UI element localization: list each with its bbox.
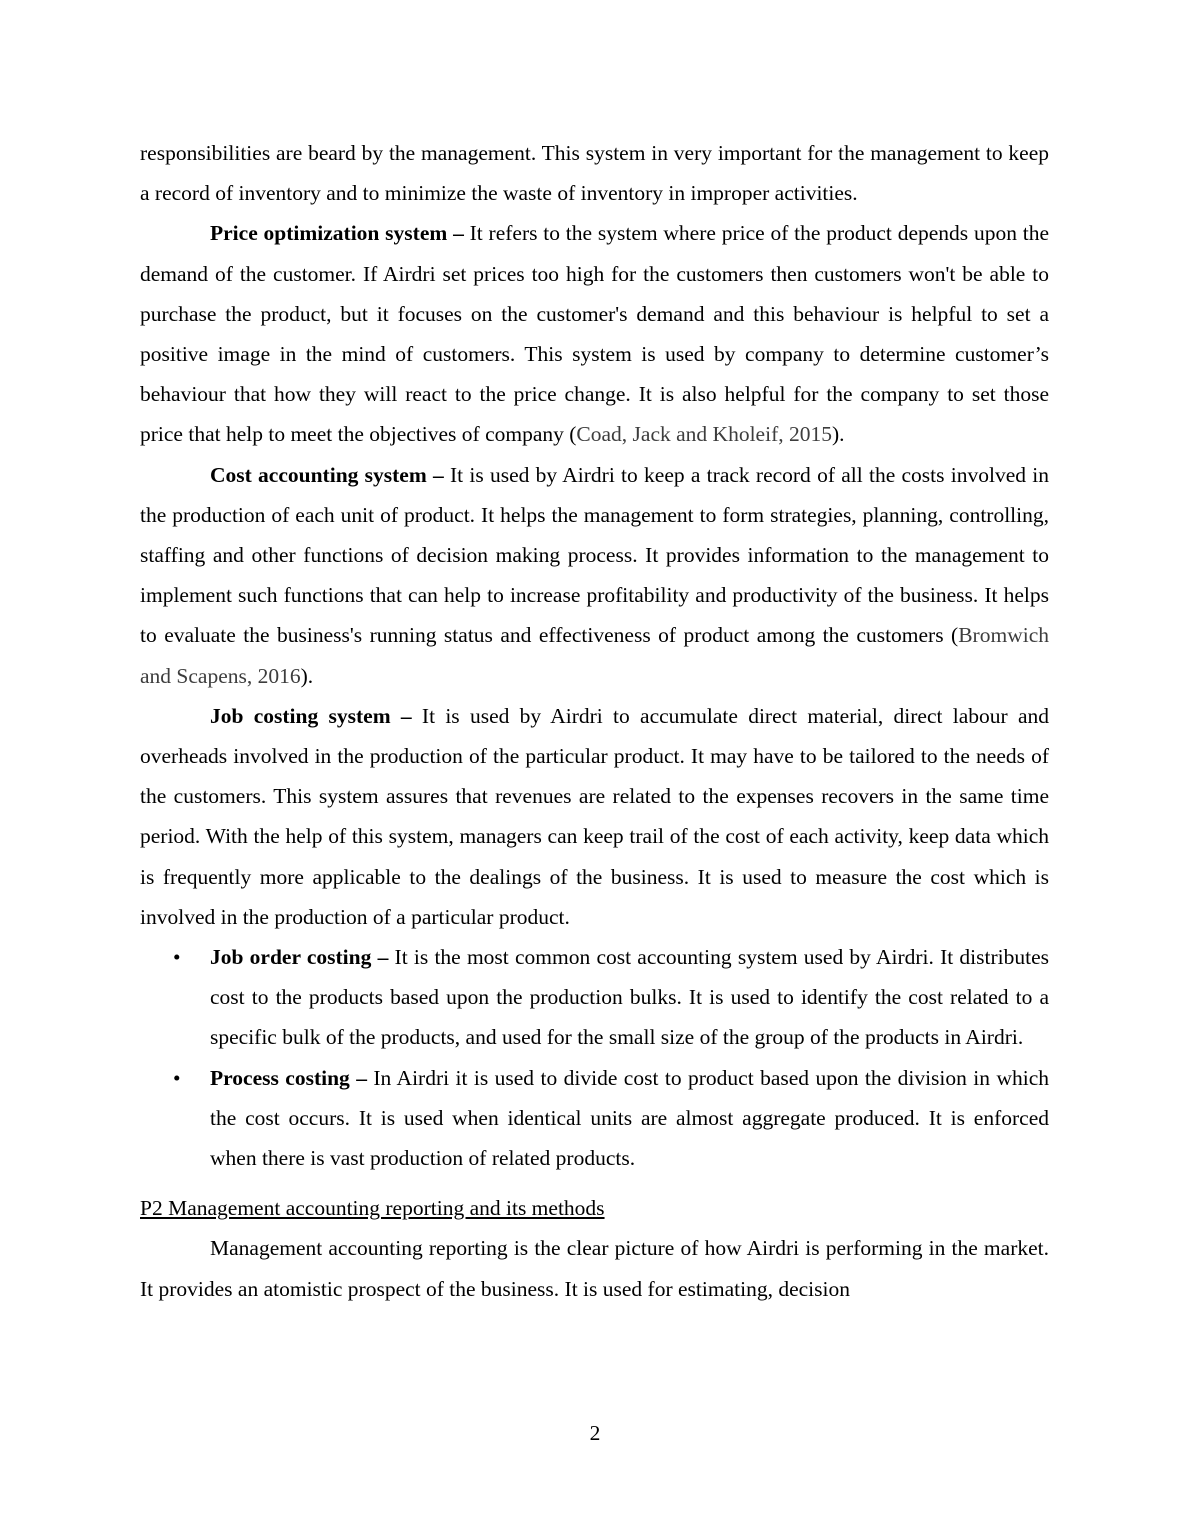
term-process-costing: Process costing – <box>210 1065 367 1090</box>
price-optimization-body: It refers to the system where price of the product depends upon the demand of the customer. If Airdri set prices too high for the customers then customers won't be able to purchase the product, but it focuses on the customer's demand and this behaviour is helpful to set a positive image in the mind of customers. This system is used by company to determine customer’s behaviour that how they will react to the price change. It is also helpful for the company to set those price that help to meet the objectives of company ( <box>140 221 1049 447</box>
citation-bromwich: Bromwich and Scapens, 2016 <box>140 623 1049 688</box>
term-job-costing: Job costing system – <box>210 703 412 728</box>
citation-close: ). <box>300 663 314 688</box>
term-price-optimization: Price optimization system – <box>210 221 464 246</box>
job-order-costing-body: It is the most common cost accounting system used by Airdri. It distributes cost to the products based upon the production bulks. It is used to identify the cost related to a specific bulk of the products, and used for the small size of the group of the products in Airdri. <box>210 945 1050 1050</box>
process-costing-body: In Airdri it is used to divide cost to product based upon the division in which the cost occurs. It is used when identical units are almost aggregate produced. It is enforced when there is vast production of related products. <box>210 1065 1050 1171</box>
section-heading-p2: P2 Management accounting reporting and its methods <box>140 1196 605 1221</box>
document-page <box>140 133 1049 1309</box>
page-number: 2 <box>589 1421 601 1445</box>
term-cost-accounting: Cost accounting system – <box>210 462 444 487</box>
citation-coad: Coad, Jack and Kholeif, 2015 <box>576 422 832 447</box>
paragraph-job-costing <box>140 696 1049 937</box>
term-job-order-costing: Job order costing – <box>210 945 389 970</box>
bullet-job-order-costing <box>173 937 1050 1058</box>
paragraph-reporting: Management accounting reporting is the clear picture of how Airdri is performing in the market. It provides an atomistic prospect of the business. It is used for estimating, decision <box>140 1236 1049 1301</box>
paragraph-cost-accounting <box>140 455 1049 696</box>
job-costing-body: It is used by Airdri to accumulate direct material, direct labour and overheads involved in the production of the particular product. It may have to be tailored to the needs of the customers. This system assures that revenues are related to the expenses recovers in the same time period. With the help of this system, managers can keep trail of the cost of each activity, keep data which is frequently more applicable to the dealings of the business. It is used to measure the cost which is involved in the production of a particular product. <box>140 703 1049 929</box>
bullet-icon: • <box>173 945 181 970</box>
bullet-icon: • <box>173 1065 181 1090</box>
cost-accounting-body: It is used by Airdri to keep a track record of all the costs involved in the production of each unit of product. It helps the management to form strategies, planning, controlling, staffing and other functions of decision making process. It provides information to the management to implement such functions that can help to increase profitability and productivity of the business. It helps to evaluate the business's running status and effectiveness of product among the customers ( <box>140 462 1049 648</box>
paragraph-price-optimization <box>140 213 1049 454</box>
paragraph-intro: responsibilities are beard by the management. This system in very important for the management to keep a record of inventory and to minimize the waste of inventory in improper activities. <box>140 141 1049 206</box>
costing-bullet-list <box>140 937 1049 1178</box>
bullet-process-costing <box>173 1058 1050 1179</box>
citation-close: ). <box>831 422 845 447</box>
